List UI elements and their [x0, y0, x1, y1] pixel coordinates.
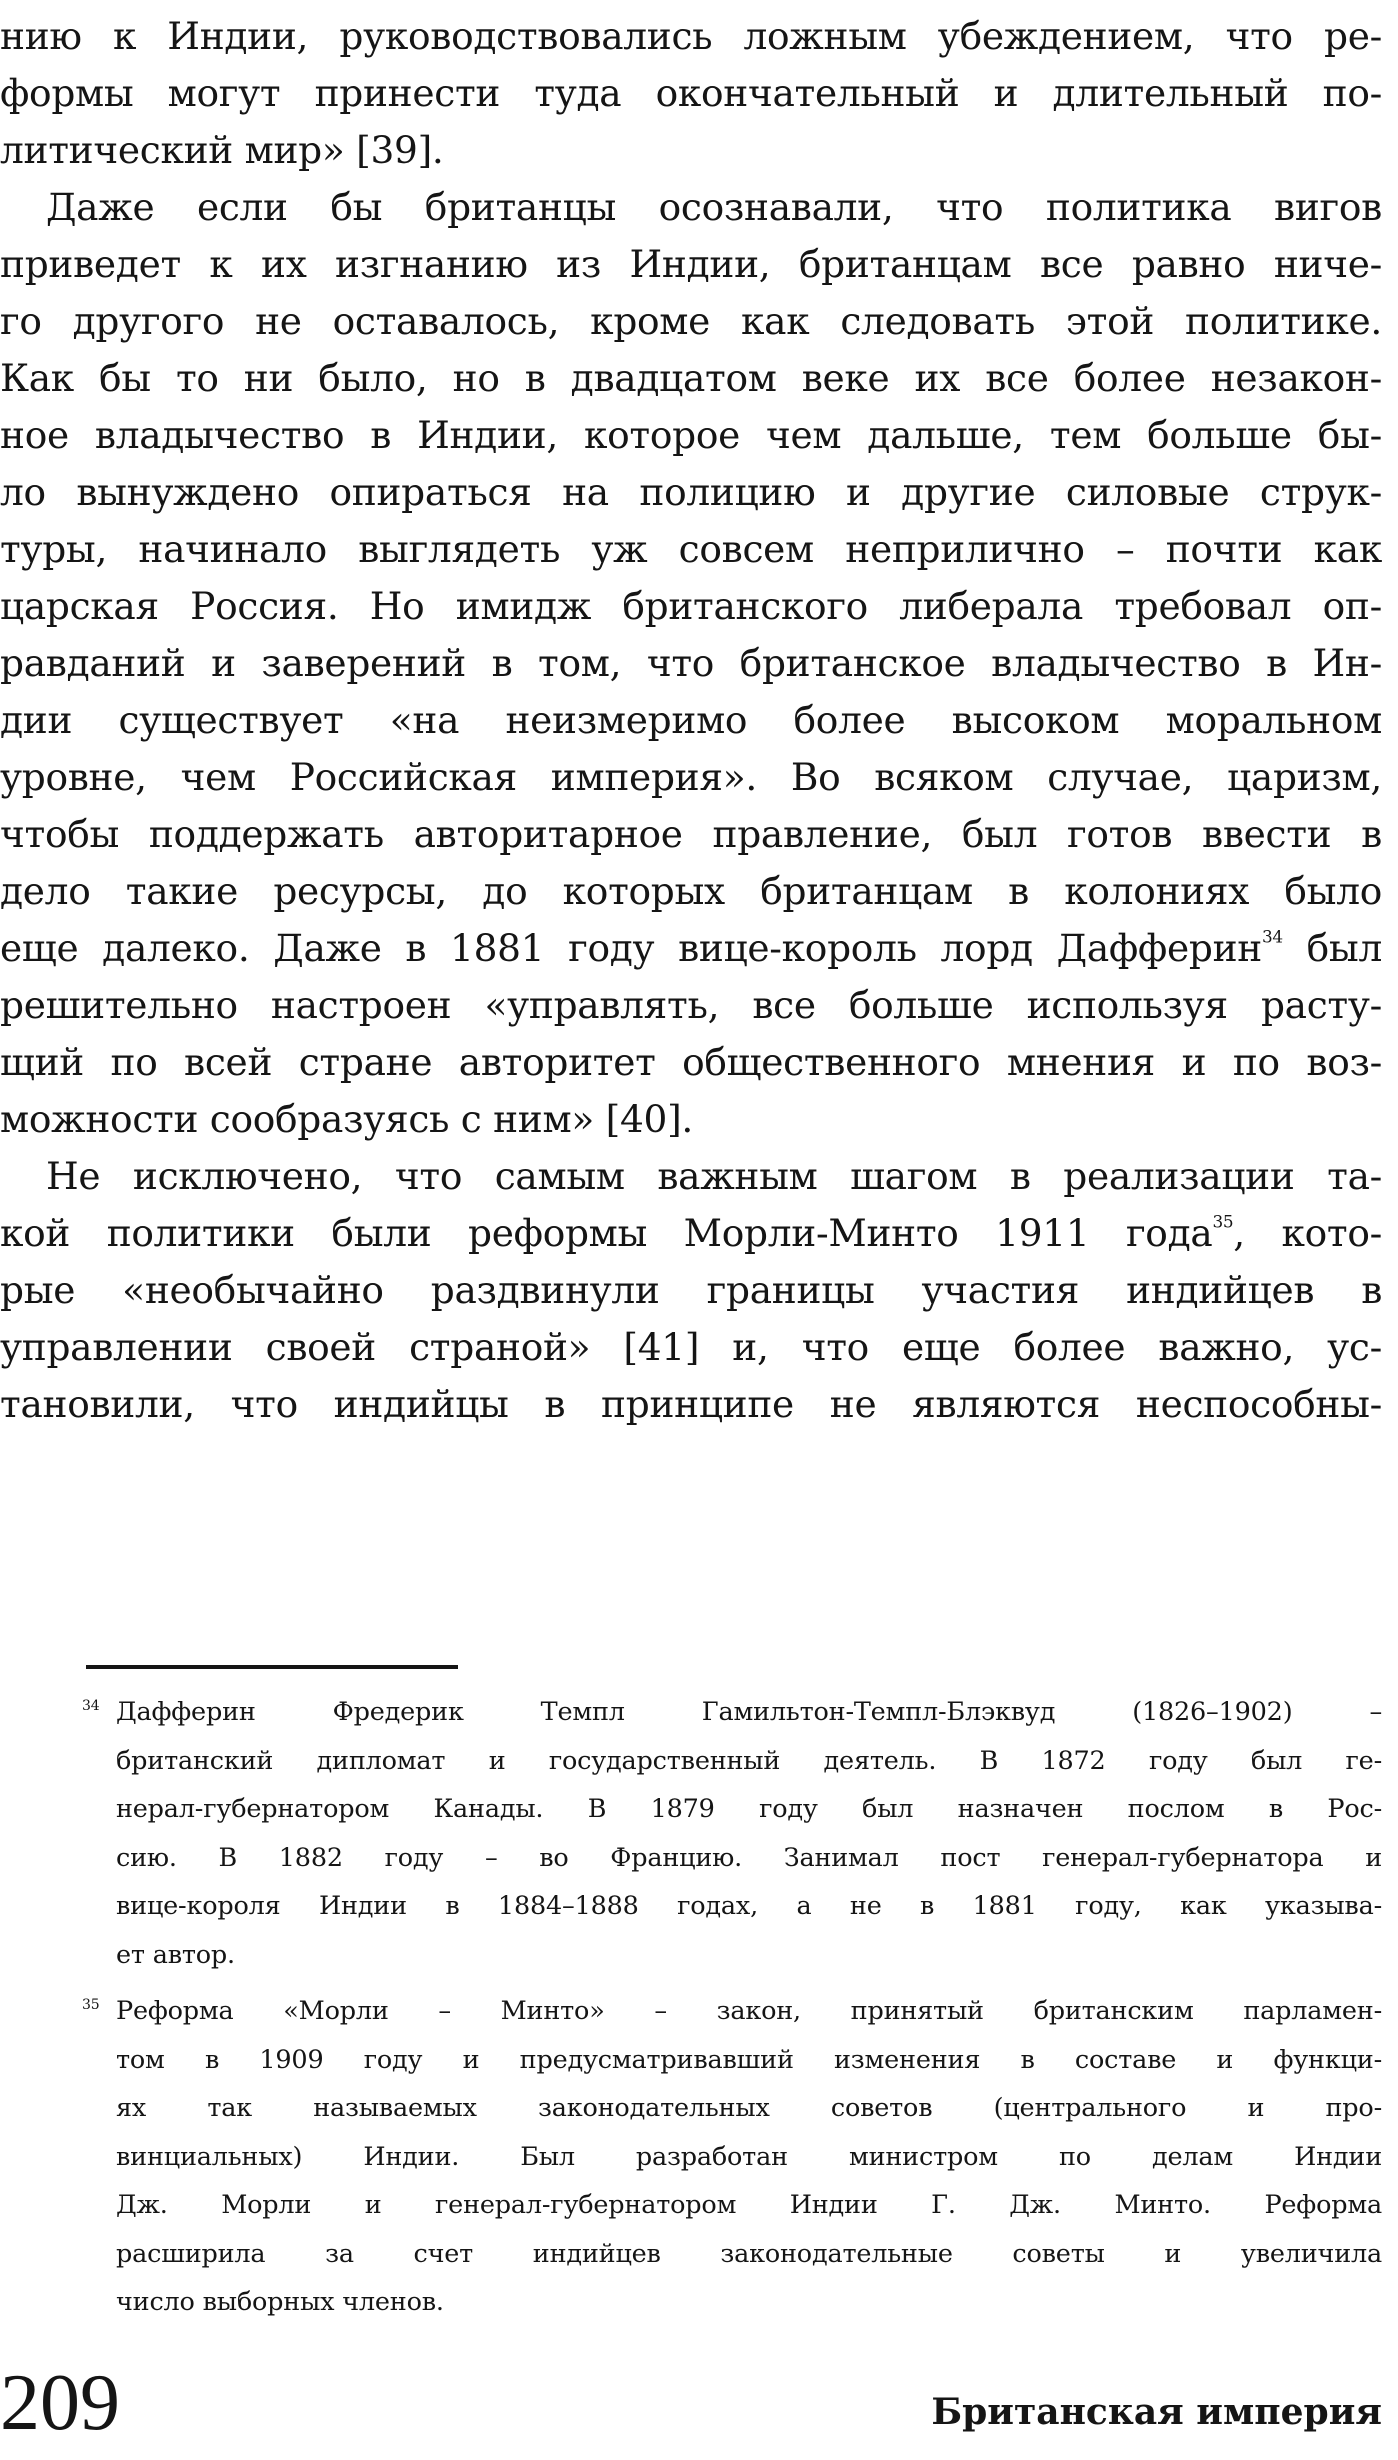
paragraph-2 [0, 179, 1382, 1148]
footnote-line: ет автор. [116, 1939, 235, 1970]
footnote-line: Реформа «Морли – Минто» – закон, принятый британским парламен- [116, 1996, 1382, 2026]
footnote-line: сию. В 1882 году – во Францию. Занимал пост генерал-губернатора и [116, 1842, 1382, 1873]
footnote-mark: 35 [82, 1997, 100, 2013]
paragraph-3 [0, 1148, 1382, 1433]
text-fragment: еще далеко. Даже в 1881 году вице-король лорд Дафферин [0, 926, 1262, 970]
text-line: дии существует «на неизмеримо более высоком моральном [0, 698, 1382, 742]
footnote-ref-34[interactable]: 34 [1261, 926, 1283, 947]
text-line: управлении своей страной» [41] и, что еще более важно, ус- [0, 1325, 1382, 1369]
footnote-line: британский дипломат и государственный деятель. В 1872 году был ге- [116, 1745, 1382, 1776]
text-line [0, 920, 1382, 977]
text-line: чтобы поддержать авторитарное правление, был готов ввести в [0, 812, 1382, 856]
footnotes [82, 1688, 1382, 2335]
text-fragment: , кото- [1233, 1211, 1383, 1255]
text-line: литический мир» [39]. [0, 128, 444, 172]
footnote-line: Дж. Морли и генерал-губернатором Индии Г. Дж. Минто. Реформа [116, 2190, 1382, 2220]
text-line: дело такие ресурсы, до которых британцам в колониях было [0, 869, 1382, 913]
text-line: го другого не оставалось, кроме как следовать этой политике. [0, 299, 1382, 343]
footnote-line: расширила за счет индийцев законодательные советы и увеличила [116, 2238, 1382, 2269]
footnote-line: число выборных членов. [116, 2287, 444, 2317]
footnote-line: Дафферин Фредерик Темпл Гамильтон-Темпл-Блэквуд (1826–1902) – [116, 1697, 1382, 1727]
footnote-35 [82, 1987, 1382, 2327]
page-number: 209 [0, 2359, 120, 2447]
footnote-line: винциальных) Индии. Был разработан министром по делам Индии [116, 2141, 1382, 2172]
footnote-line: вице-короля Индии в 1884–1888 годах, а не в 1881 году, как указыва- [116, 1891, 1382, 1921]
text-line: тановили, что индийцы в принципе не являются неспособны- [0, 1382, 1382, 1426]
footnote-mark: 34 [82, 1698, 100, 1714]
footnote-line: том в 1909 году и предусматривавший изменения в составе и функци- [116, 2044, 1382, 2075]
footnote-ref-35[interactable]: 35 [1212, 1211, 1234, 1232]
text-line: Не исключено, что самым важным шагом в реализации та- [46, 1154, 1382, 1198]
footnote-line: нерал-губернатором Канады. В 1879 году был назначен послом в Рос- [116, 1794, 1382, 1824]
text-line: Даже если бы британцы осознавали, что политика вигов [46, 185, 1382, 229]
text-line: решительно настроен «управлять, все больше используя расту- [0, 983, 1382, 1027]
text-line: туры, начинало выглядеть уж совсем неприлично – почти как [0, 527, 1382, 571]
text-line: ло вынуждено опираться на полицию и другие силовые струк- [0, 470, 1382, 514]
text-line: уровне, чем Российская империя». Во всяком случае, царизм, [0, 755, 1382, 799]
text-line: равданий и заверений в том, что британское владычество в Ин- [0, 641, 1382, 685]
paragraph-1 [0, 8, 1382, 179]
footnote-separator [86, 1665, 458, 1669]
text-line [0, 1205, 1382, 1262]
text-fragment: кой политики были реформы Морли-Минто 1911 года [0, 1211, 1213, 1255]
text-line: можности сообразуясь с ним» [40]. [0, 1097, 694, 1141]
text-fragment: был [1282, 926, 1382, 970]
text-line: нию к Индии, руководствовались ложным убеждением, что ре- [0, 14, 1382, 58]
text-line: рые «необычайно раздвинули границы участия индийцев в [0, 1268, 1382, 1312]
text-line: формы могут принести туда окончательный и длительный по- [0, 71, 1382, 115]
text-line: царская Россия. Но имидж британского либерала требовал оп- [0, 584, 1382, 628]
text-line: Как бы то ни было, но в двадцатом веке их все более незакон- [0, 356, 1382, 400]
footnote-34 [82, 1688, 1382, 1979]
text-line: приведет к их изгнанию из Индии, британцам все равно ниче- [0, 242, 1382, 286]
footnote-line: ях так называемых законодательных советов (центрального и про- [116, 2093, 1382, 2123]
text-line: ное владычество в Индии, которое чем дальше, тем больше бы- [0, 413, 1382, 457]
text-line: щий по всей стране авторитет общественного мнения и по воз- [0, 1040, 1382, 1084]
running-title: Британская империя [931, 2391, 1382, 2433]
main-text [0, 8, 1382, 1433]
